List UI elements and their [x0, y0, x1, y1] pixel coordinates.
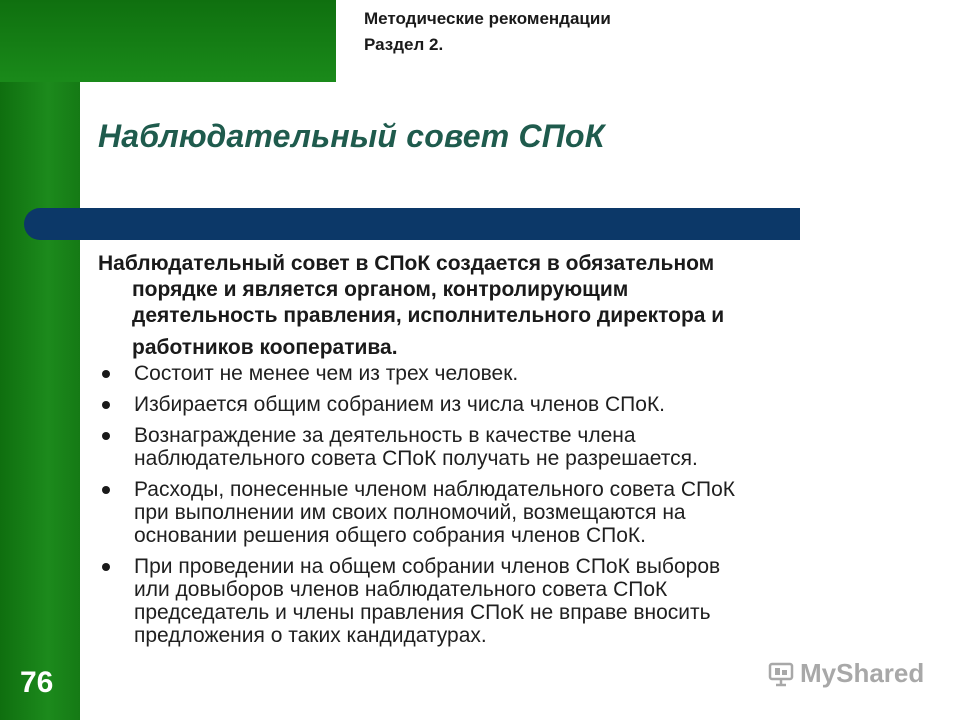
- bullet-dot-icon: [102, 563, 110, 571]
- bullet-line: основании решения общего собрания членов СПоК.: [134, 524, 646, 547]
- header-line-2: Раздел 2.: [364, 35, 444, 54]
- slide-header: [364, 6, 611, 58]
- bullet-line: или довыборов членов наблюдательного совета СПоК: [134, 578, 668, 601]
- bullet-line: Избирается общим собранием из числа членов СПоК.: [134, 393, 666, 416]
- lead-line: работников кооператива.: [132, 336, 398, 359]
- bullet-item: [98, 393, 928, 416]
- bullet-dot-icon: [102, 370, 110, 378]
- bullet-item: [98, 362, 928, 385]
- bullet-line: при выполнении им своих полномочий, возмещаются на: [134, 501, 686, 524]
- left-green-bar: [0, 0, 80, 720]
- bullet-dot-icon: [102, 486, 110, 494]
- lead-paragraph: [98, 251, 918, 361]
- bullet-line: наблюдательного совета СПоК получать не разрешается.: [134, 447, 698, 470]
- bullet-item: [98, 478, 928, 547]
- title-underline-bar: [24, 208, 800, 240]
- slides-icon: [768, 661, 794, 687]
- bullet-list: [98, 362, 928, 655]
- bullet-line: При проведении на общем собрании членов СПоК выборов: [134, 555, 721, 578]
- header-line-1: Методические рекомендации: [364, 9, 611, 28]
- bullet-line: Состоит не менее чем из трех человек.: [134, 362, 519, 385]
- bullet-line: предложения о таких кандидатурах.: [134, 624, 487, 647]
- page-number: 76: [20, 666, 54, 699]
- watermark: [768, 658, 924, 689]
- slide-title: Наблюдательный совет СПоК: [98, 118, 605, 154]
- bullet-line: председатель и члены правления СПоК не вправе вносить: [134, 601, 711, 624]
- lead-line: порядке и является органом, контролирующим: [132, 278, 629, 301]
- bullet-item: [98, 424, 928, 470]
- lead-line: Наблюдательный совет в СПоК создается в обязательном: [98, 252, 715, 275]
- bullet-dot-icon: [102, 401, 110, 409]
- lead-line: деятельность правления, исполнительного директора и: [132, 304, 725, 327]
- top-green-block: [0, 0, 336, 82]
- bullet-dot-icon: [102, 432, 110, 440]
- watermark-text: MyShared: [800, 658, 925, 688]
- bullet-item: [98, 555, 928, 647]
- bullet-line: Вознаграждение за деятельность в качестве члена: [134, 424, 636, 447]
- bullet-line: Расходы, понесенные членом наблюдательного совета СПоК: [134, 478, 736, 501]
